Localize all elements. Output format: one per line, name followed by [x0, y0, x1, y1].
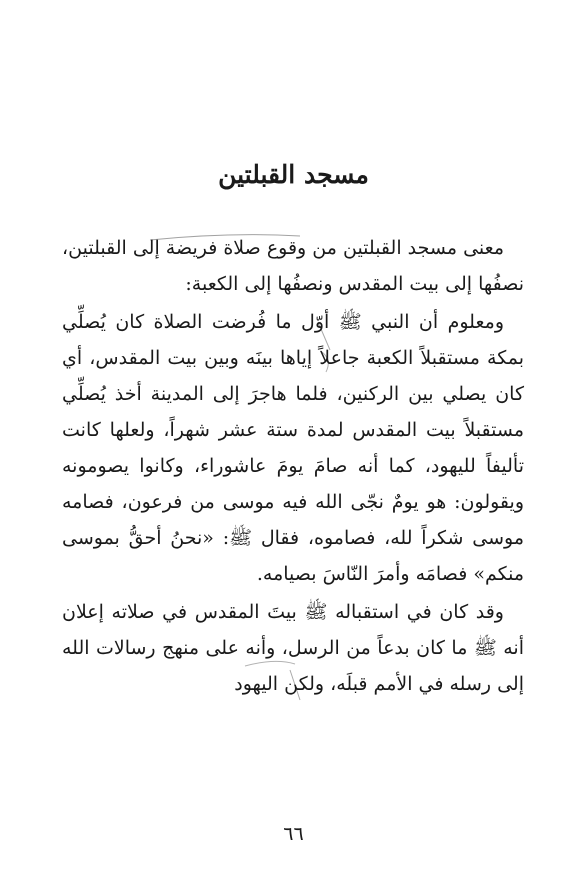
body-text: [62, 230, 524, 702]
page-title: مسجد القبلتين: [218, 160, 369, 189]
paragraph-2: [62, 304, 524, 592]
paragraph-3: [62, 594, 524, 702]
paragraph-1-text: معنى مسجد القبلتين من وقوع صلاة فريضة إلى القبلتين، نصفُها إلى بيت المقدس ونصفُها إلى الكعبة:: [62, 237, 524, 295]
paragraph-1: [62, 230, 524, 302]
paragraph-3-text: وقد كان في استقباله ﷺ بيتَ المقدس في صلاته إعلان أنه ﷺ ما كان بدعاً من الرسل، وأنه على منهج رسالات الله إلى رسله في الأمم قبلَه، ولكن اليهود: [62, 601, 524, 695]
paragraph-2-text: ومعلوم أن النبي ﷺ أوّل ما فُرضت الصلاة كان يُصلِّي بمكة مستقبلاً الكعبة جاعلاً إياها بينَه وبين بيت المقدس، أي كان يصلي بين الركنين، فلما هاجرَ إلى المدينة أخذ يُصلِّي مستقبلاً بيت المقدس لمدة ستة عشر شهراً، ولعلها كانت تأليفاً لليهود، كما أنه صامَ يومَ عاشوراء، وكانوا يصومونه ويقولون: هو يومٌ نجّى الله فيه موسى من فرعون، فصامه موسى شكراً لله، فصاموه، فقال ﷺ: «نحنُ أحقُّ بموسى منكم» فصامَه وأمرَ النّاسَ بصيامه.: [62, 311, 524, 585]
page-number: ٦٦: [283, 823, 304, 845]
